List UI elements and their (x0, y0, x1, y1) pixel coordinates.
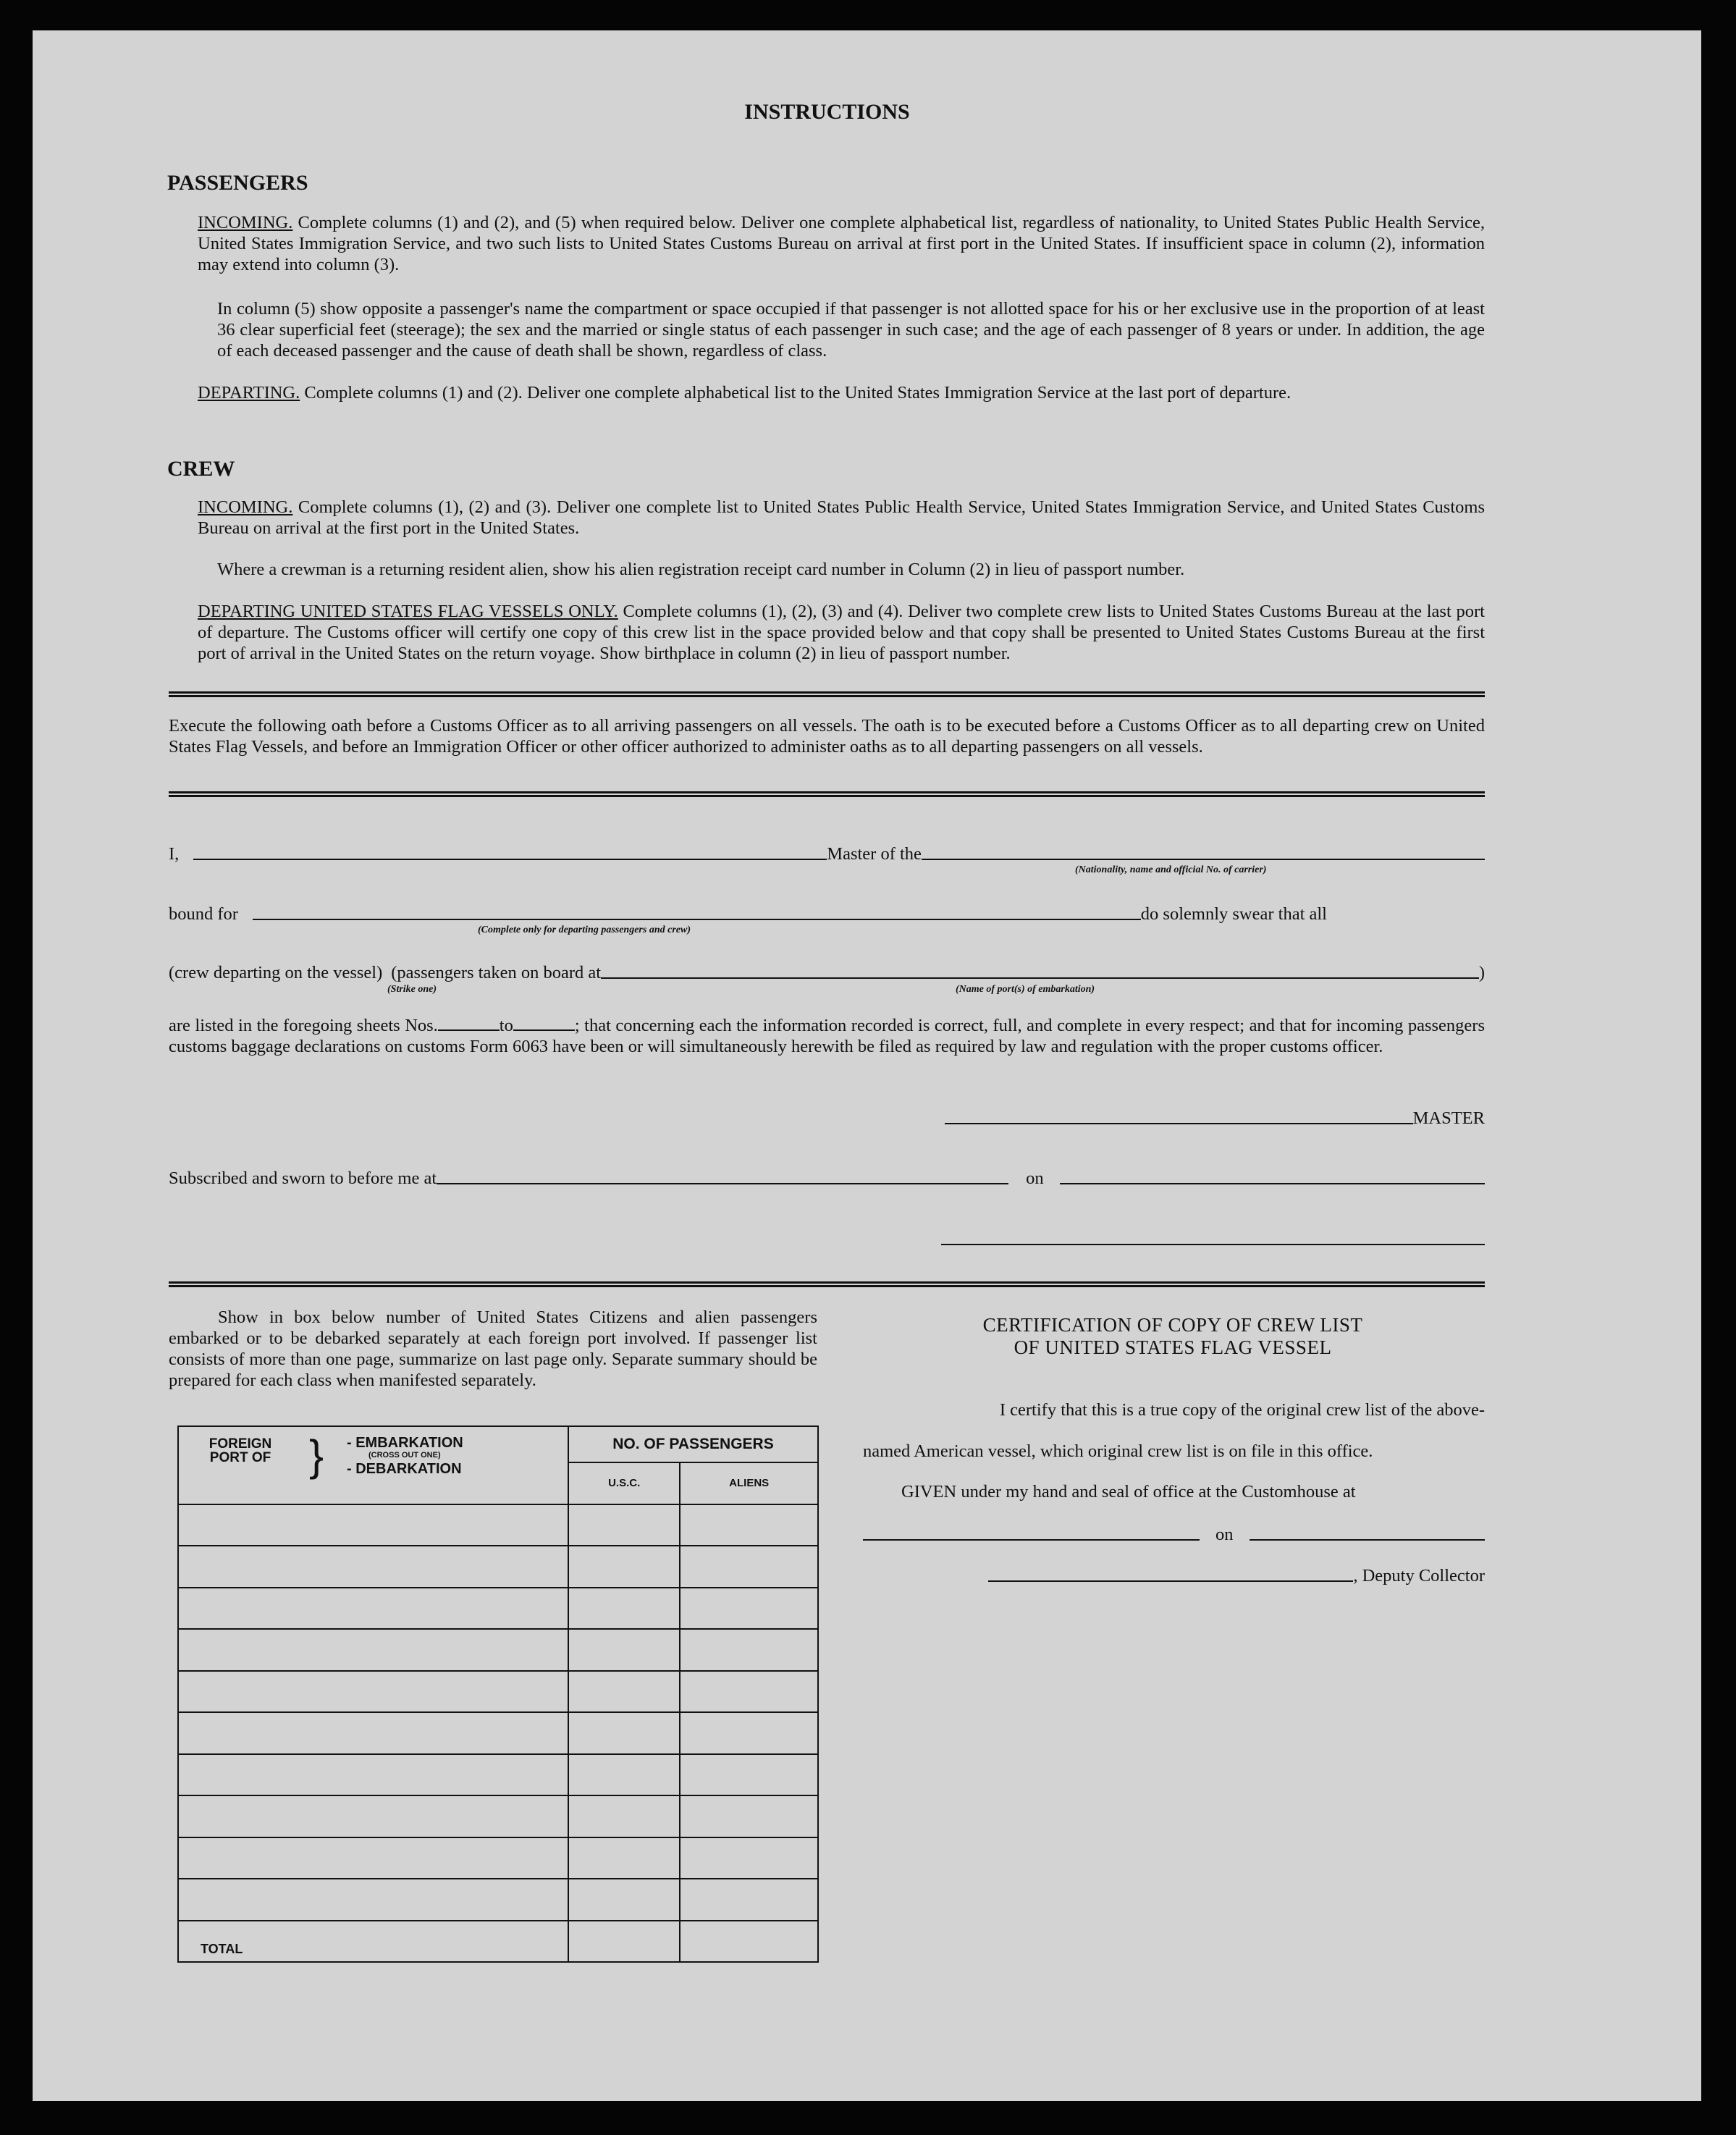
sworn-place-field[interactable] (437, 1183, 1008, 1184)
usc-cell[interactable] (568, 1879, 680, 1921)
listed-text-2: ; that concerning each the information recorded is correct, full, and complete in every respect; and that for incoming passengers customs baggage declarations on customs Form 6063 have been or will simultaneously herewith be filed as required by law and regulation with the proper customs officer. (169, 1016, 1485, 1056)
usc-cell[interactable] (568, 1795, 680, 1837)
embarkation-label[interactable]: - EMBARKATION (347, 1435, 463, 1451)
strike-caption: (Strike one) (387, 984, 437, 995)
port-caption: (Name of port(s) of embarkation) (956, 984, 1095, 995)
divider (169, 1281, 1485, 1287)
departing-text: Complete columns (1) and (2). Deliver one complete alphabetical list to the United States Immigration Service at the last port of departure. (300, 383, 1292, 403)
master-line (169, 844, 1485, 864)
port-cell[interactable] (178, 1629, 568, 1671)
crew-resident-alien: Where a crewman is a returning resident alien, show his alien registration receipt card number in Column (2) in lieu of passport number. (217, 560, 1185, 579)
master-of-label: Master of the (827, 844, 922, 864)
swear-label: do solemnly swear that all (1140, 904, 1327, 924)
table-row (178, 1795, 818, 1837)
total-usc-cell[interactable] (568, 1921, 680, 1963)
table-row (178, 1712, 818, 1754)
certify-line-1: I certify that this is a true copy of the original crew list of the above- (999, 1400, 1485, 1420)
aliens-cell[interactable] (680, 1546, 818, 1588)
sheet-from-field[interactable] (438, 1029, 500, 1031)
certification-heading (861, 1314, 1484, 1359)
passengers-column5: In column (5) show opposite a passenger's name the compartment or space occupied if that passenger is not allotted space for his or her exclusive use in the proportion of at least 36 clear superficial feet (steerage); the sex and the married or single status of each passenger in such case; and the age of each passenger of 8 years or under. In addition, the age of each deceased passenger and the cause of death shall be shown, regardless of class. (217, 299, 1485, 361)
aliens-cell[interactable] (680, 1754, 818, 1796)
brace: } (309, 1431, 324, 1480)
bound-caption: (Complete only for departing passengers and crew) (478, 925, 691, 935)
port-cell[interactable] (178, 1879, 568, 1921)
on-label: on (1215, 1525, 1234, 1544)
crew-incoming-label: INCOMING. (198, 497, 293, 517)
oath-intro: Execute the following oath before a Customs Officer as to all arriving passengers on all vessels. The oath is to be executed before a Customs Officer as to all departing crew on United States Flag Vessels, and before an Immigration Officer or other officer authorized to administer oaths as to all departing passengers on all vessels. (169, 716, 1485, 757)
port-cell[interactable] (178, 1754, 568, 1796)
crew-departing-text: Complete columns (1), (2), (3) and (4). Deliver two complete crew lists to United States Customs Bureau at the last port of departure. The Customs officer will certify one copy of this crew list in the space provided below and that copy shall be presented to United States Customs Bureau at the first port of arrival in the United States on the return voyage. Show birthplace in column (2) in lieu of passport number. (198, 602, 1485, 663)
usc-cell[interactable] (568, 1629, 680, 1671)
certification-date-field[interactable] (1250, 1539, 1486, 1541)
port-cell[interactable] (178, 1712, 568, 1754)
usc-cell[interactable] (568, 1504, 680, 1546)
aliens-cell[interactable] (680, 1629, 818, 1671)
aliens-cell[interactable] (680, 1879, 818, 1921)
listed-text: are listed in the foregoing sheets Nos. (169, 1016, 438, 1035)
paren: ) (1478, 963, 1485, 982)
to-label: to (499, 1016, 513, 1035)
certify-line-2: named American vessel, which original crew list is on file in this office. (863, 1441, 1373, 1461)
summary-instructions: Show in box below number of United States Citizens and alien passengers embarked or to be debarked separately at each foreign port involved. If passenger list consists of more than one page, summarize on last page only. Separate summary should be prepared for each class when manifested separately. (169, 1307, 817, 1390)
aliens-cell[interactable] (680, 1795, 818, 1837)
certification-heading-2: OF UNITED STATES FLAG VESSEL (1014, 1336, 1332, 1358)
usc-cell[interactable] (568, 1546, 680, 1588)
port-cell[interactable] (178, 1588, 568, 1630)
port-cell[interactable] (178, 1546, 568, 1588)
master-label: MASTER (1412, 1108, 1485, 1128)
passengers-heading: PASSENGERS (167, 171, 308, 195)
table-row (178, 1879, 818, 1921)
crew-departing-label: DEPARTING UNITED STATES FLAG VESSELS ONLY. (198, 602, 618, 621)
table-row (178, 1504, 818, 1546)
embark-port-field[interactable] (601, 977, 1479, 979)
crew-heading: CREW (167, 457, 235, 481)
debarkation-label[interactable]: - DEBARKATION (347, 1461, 462, 1477)
deputy-line (988, 1566, 1485, 1586)
usc-header: U.S.C. (568, 1462, 680, 1504)
usc-cell[interactable] (568, 1588, 680, 1630)
total-label: TOTAL (178, 1921, 568, 1963)
page-title: INSTRUCTIONS (744, 100, 910, 124)
table-row (178, 1588, 818, 1630)
subscribed-line (169, 1168, 1485, 1189)
deputy-signature-field[interactable] (988, 1580, 1353, 1582)
table-row (178, 1754, 818, 1796)
crew-incoming (198, 497, 1485, 539)
table-row (178, 1837, 818, 1879)
port-cell[interactable] (178, 1504, 568, 1546)
incoming-text: Complete columns (1) and (2), and (5) when required below. Deliver one complete alphabetical list, regardless of nationality, to United States Public Health Service, United States Immigration Service, and two such lists to United States Customs Bureau on arrival at first port in the United States. If insufficient space in column (2), information may extend into column (3). (198, 213, 1485, 274)
usc-cell[interactable] (568, 1712, 680, 1754)
destination-field[interactable] (253, 919, 1141, 920)
embark-line (169, 963, 1485, 983)
passengers-option[interactable]: (passengers taken on board at (391, 963, 602, 982)
aliens-cell[interactable] (680, 1671, 818, 1713)
i-label: I, (169, 844, 180, 864)
usc-cell[interactable] (568, 1754, 680, 1796)
port-header (178, 1426, 568, 1504)
customhouse-line (863, 1525, 1485, 1545)
crew-departing (198, 601, 1485, 664)
sheet-to-field[interactable] (513, 1029, 575, 1031)
passengers-departing (198, 382, 1485, 403)
usc-cell[interactable] (568, 1837, 680, 1879)
total-row (178, 1921, 818, 1963)
crew-departing-option[interactable]: (crew departing on the vessel) (169, 963, 383, 982)
total-aliens-cell[interactable] (680, 1921, 818, 1963)
aliens-cell[interactable] (680, 1504, 818, 1546)
usc-cell[interactable] (568, 1671, 680, 1713)
table-row (178, 1629, 818, 1671)
passengers-incoming (198, 212, 1485, 275)
bound-line (169, 904, 1327, 925)
aliens-cell[interactable] (680, 1588, 818, 1630)
master-signature (945, 1108, 1485, 1129)
subscribed-label: Subscribed and sworn to before me at (169, 1168, 437, 1188)
given-line: GIVEN under my hand and seal of office at the Customhouse at (901, 1482, 1356, 1502)
certification-heading-1: CERTIFICATION OF COPY OF CREW LIST (982, 1314, 1363, 1336)
carrier-field[interactable] (922, 859, 1485, 860)
passenger-summary-table (177, 1426, 819, 1963)
table-row (178, 1671, 818, 1713)
aliens-header: ALIENS (680, 1462, 818, 1504)
carrier-caption: (Nationality, name and official No. of carrier) (1075, 864, 1267, 875)
aliens-cell[interactable] (680, 1837, 818, 1879)
aliens-cell[interactable] (680, 1712, 818, 1754)
on-label: on (1026, 1168, 1044, 1188)
oath-listed (169, 1015, 1485, 1057)
incoming-label: INCOMING. (198, 213, 293, 232)
divider (169, 691, 1485, 697)
departing-label: DEPARTING. (198, 383, 300, 403)
sworn-date-field[interactable] (1060, 1183, 1485, 1184)
foreign-port-of: FOREIGN PORT OF (208, 1436, 272, 1465)
port-cell[interactable] (178, 1671, 568, 1713)
customhouse-field[interactable] (863, 1539, 1200, 1541)
port-cell[interactable] (178, 1795, 568, 1837)
port-cell[interactable] (178, 1837, 568, 1879)
master-name-field[interactable] (193, 859, 827, 860)
no-passengers-header: NO. OF PASSENGERS (568, 1426, 818, 1462)
table-row (178, 1546, 818, 1588)
master-signature-field[interactable] (945, 1123, 1413, 1124)
officer-signature-field[interactable] (941, 1244, 1485, 1245)
bound-for-label: bound for (169, 904, 238, 924)
deputy-collector-label: , Deputy Collector (1353, 1566, 1485, 1586)
crew-incoming-text: Complete columns (1), (2) and (3). Deliver one complete list to United States Public Health Service, United States Immigration Service, and United States Customs Bureau on arrival at the first port in the United States. (198, 497, 1485, 538)
divider (169, 791, 1485, 797)
cross-out-note: (CROSS OUT ONE) (368, 1451, 441, 1460)
